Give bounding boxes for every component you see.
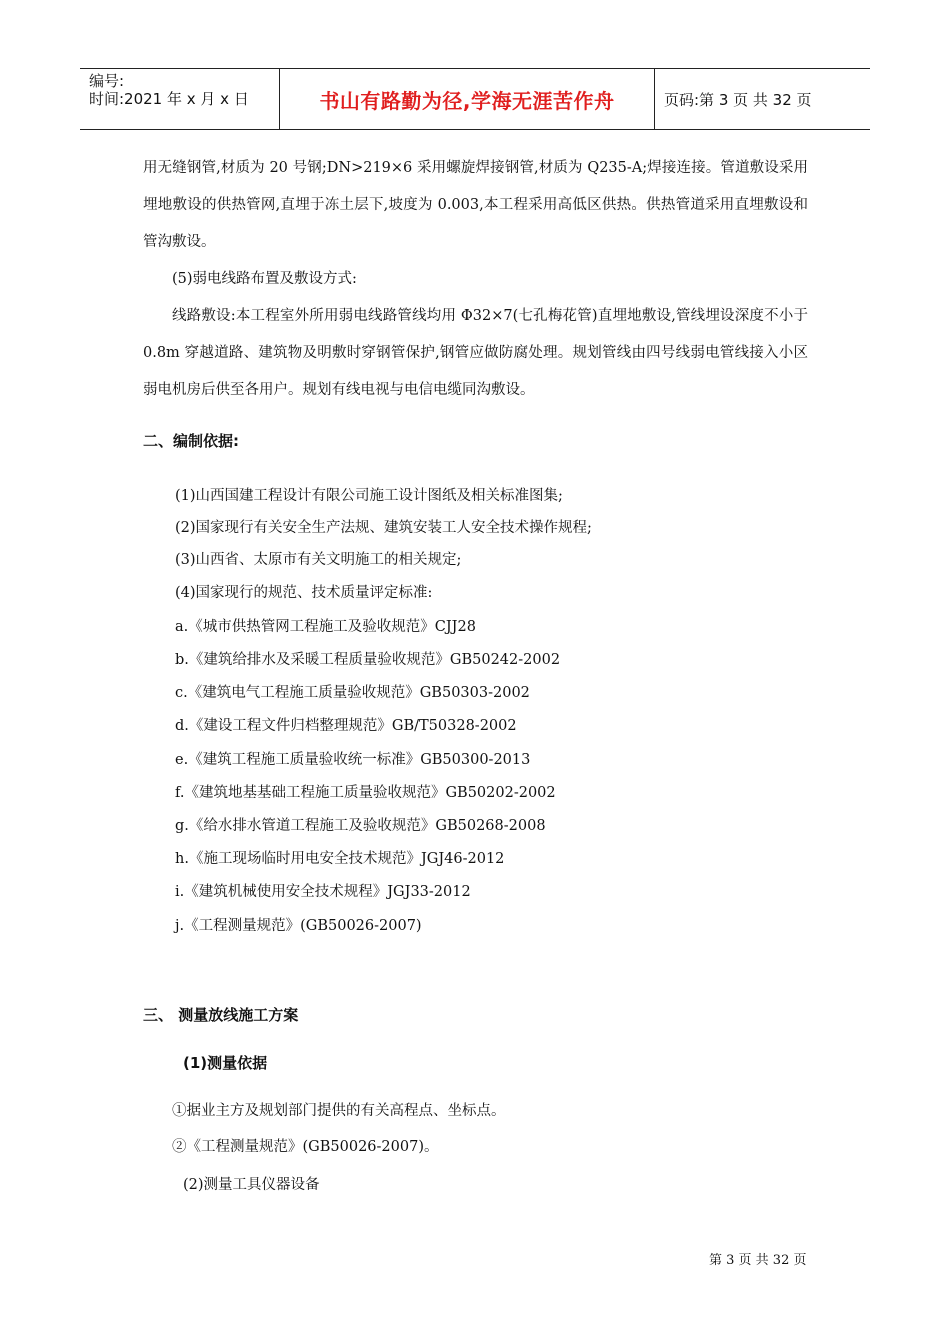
section-heading-survey: 三、 测量放线施工方案 xyxy=(143,1006,299,1024)
basis-item: (2)国家现行有关安全生产法规、建筑安装工人安全技术操作规程; xyxy=(175,520,592,536)
basis-item: (3)山西省、太原市有关文明施工的相关规定; xyxy=(175,552,462,568)
standard-item: d.《建设工程文件归档整理规范》GB/T50328-2002 xyxy=(175,718,517,734)
paragraph-weak-current-heading: (5)弱电线路布置及敷设方式: xyxy=(172,271,357,287)
standard-item: f.《建筑地基基础工程施工质量验收规范》GB50202-2002 xyxy=(175,785,556,801)
basis-item: (4)国家现行的规范、技术质量评定标准: xyxy=(175,585,433,601)
paragraph-heating-pipes: 用无缝钢管,材质为 20 号钢;DN>219×6 采用螺旋焊接钢管,材质为 Q235-A;焊接连接。管道敷设采用埋地敷设的供热管网,直埋于冻土层下,坡度为 0.003,本工程采用高低区供热。供热管道采用直埋敷设和管沟敷设。 xyxy=(143,160,808,250)
survey-basis-item: ①据业主方及规划部门提供的有关高程点、坐标点。 xyxy=(172,1103,506,1119)
standard-item: b.《建筑给排水及采暖工程质量验收规范》GB50242-2002 xyxy=(175,652,561,668)
subsection-heading-survey-basis: (1)测量依据 xyxy=(183,1054,268,1072)
document-date-label: 时间:2021 年 x 月 x 日 xyxy=(89,90,249,108)
document-number-label: 编号: xyxy=(89,72,125,90)
standard-item: e.《建筑工程施工质量验收统一标准》GB50300-2013 xyxy=(175,752,531,768)
survey-basis-item: ②《工程测量规范》(GB50026-2007)。 xyxy=(172,1139,439,1155)
standard-item: c.《建筑电气工程施工质量验收规范》GB50303-2002 xyxy=(175,685,530,701)
subsection-heading-survey-tools: (2)测量工具仪器设备 xyxy=(183,1177,320,1193)
standard-item: i.《建筑机械使用安全技术规程》JGJ33-2012 xyxy=(175,884,471,900)
standard-item: h.《施工现场临时用电安全技术规范》JGJ46-2012 xyxy=(175,851,505,867)
page-header xyxy=(80,68,870,130)
section-heading-basis: 二、编制依据: xyxy=(143,432,239,450)
standard-item: j.《工程测量规范》(GB50026-2007) xyxy=(175,918,422,934)
document-body xyxy=(143,150,808,409)
header-meta xyxy=(80,69,280,129)
header-page-number: 页码:第 3 页 共 32 页 xyxy=(664,90,812,109)
paragraph-line-laying: 线路敷设:本工程室外所用弱电线路管线均用 Φ32×7(七孔梅花管)直埋地敷设,管线埋设深度不小于 0.8m 穿越道路、建筑物及明敷时穿钢管保护,钢管应做防腐处理。规划管线由四号线弱电管线接入小区弱电机房后供至各用户。规划有线电视与电信电缆同沟敷设。 xyxy=(143,308,808,398)
standard-item: a.《城市供热管网工程施工及验收规范》CJJ28 xyxy=(175,619,476,635)
basis-item: (1)山西国建工程设计有限公司施工设计图纸及相关标准图集; xyxy=(175,488,563,504)
standard-item: g.《给水排水管道工程施工及验收规范》GB50268-2008 xyxy=(175,818,546,834)
header-motto: 书山有路勤为径,学海无涯苦作舟 xyxy=(280,69,655,129)
page-footer: 第 3 页 共 32 页 xyxy=(709,1253,807,1268)
